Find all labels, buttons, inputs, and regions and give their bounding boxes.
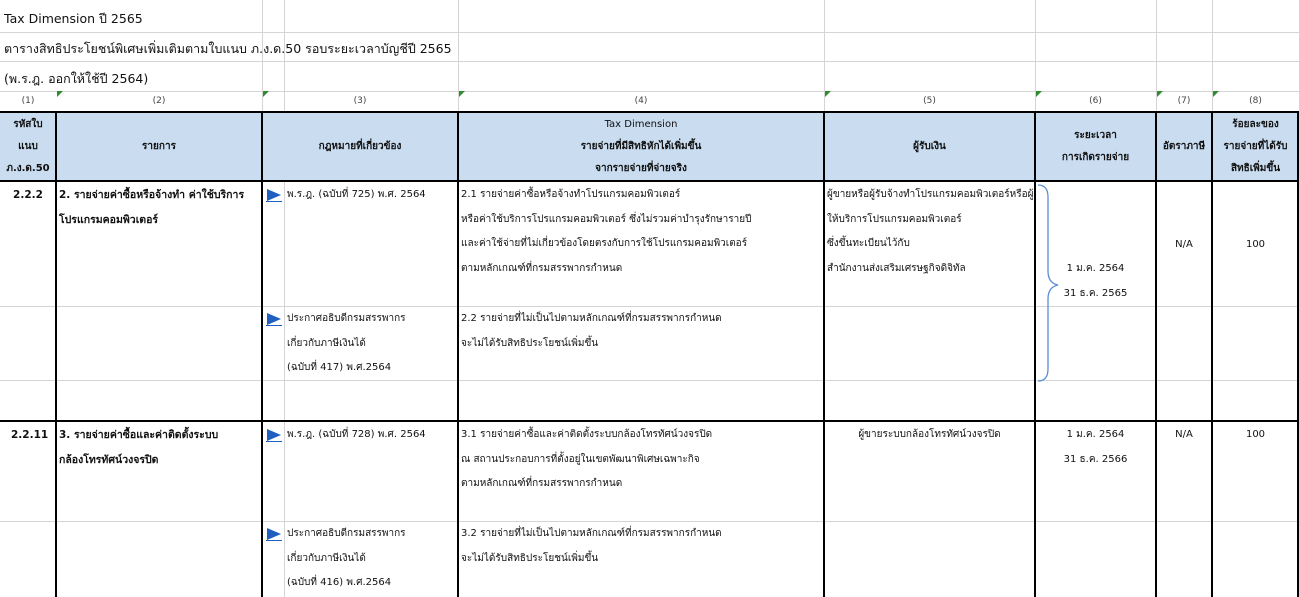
detail-cell[interactable] — [461, 307, 722, 356]
flag-underline — [266, 325, 282, 326]
column-number: (4) — [634, 96, 648, 106]
table-border — [1155, 111, 1157, 597]
item-text: กล้องโทรทัศน์วงจรปิด — [59, 453, 159, 466]
detail-text: 3.2 รายจ่ายที่ไม่เป็นไปตามหลักเกณฑ์ที่กรมสรรพากรกำหนด — [461, 528, 722, 539]
header-tax-dimension — [458, 112, 824, 181]
blue-flag-icon — [267, 528, 281, 540]
header-text: ระยะเวลา — [1074, 129, 1117, 141]
percent-cell[interactable]: 100 — [1245, 239, 1266, 250]
header-text: รายจ่ายที่มีสิทธิหักได้เพิ่มขึ้น — [580, 140, 702, 152]
sheet-note: (พ.ร.ฎ. ออกให้ใช้ปี 2564) — [4, 71, 149, 86]
law-text: เกี่ยวกับภาษีเงินได้ — [287, 337, 366, 349]
blue-flag-icon — [267, 313, 281, 325]
header-text: แนบ — [18, 140, 38, 152]
header-payee — [824, 112, 1035, 181]
detail-text: 3.1 รายจ่ายค่าซื้อและค่าติดตั้งระบบกล้องโทรทัศน์วงจรปิด — [461, 429, 713, 440]
header-text: จากรายจ่ายที่จ่ายจริง — [595, 162, 687, 174]
header-text: รายการ — [142, 140, 176, 152]
header-text: รหัสใบ — [13, 118, 43, 130]
gridline — [284, 181, 285, 597]
law-cell[interactable] — [287, 307, 406, 381]
header-text: รายจ่ายที่ได้รับ — [1223, 140, 1288, 152]
gridline — [0, 380, 1299, 381]
table-border — [823, 111, 825, 597]
law-text: ประกาศอธิบดีกรมสรรพากร — [287, 528, 406, 539]
header-item — [56, 112, 262, 181]
column-number: (8) — [1249, 96, 1262, 106]
column-number: (6) — [1089, 96, 1102, 106]
period-text: 31 ธ.ค. 2566 — [1063, 453, 1128, 465]
law-cell[interactable]: พ.ร.ฎ. (ฉบับที่ 725) พ.ศ. 2564 — [287, 189, 426, 200]
column-number: (7) — [1177, 96, 1191, 106]
detail-text: ตามหลักเกณฑ์ที่กรมสรรพากรกำหนด — [461, 478, 623, 489]
header-percent — [1212, 112, 1299, 181]
header-text: การเกิดรายจ่าย — [1061, 151, 1130, 163]
payee-text: ให้บริการโปรแกรมคอมพิวเตอร์ — [827, 213, 962, 225]
period-cell[interactable] — [1035, 257, 1156, 306]
law-text: (ฉบับที่ 417) พ.ศ.2564 — [287, 362, 392, 373]
payee-text: สำนักงานส่งเสริมเศรษฐกิจดิจิทัล — [827, 262, 966, 274]
form-code-cell[interactable]: 2.2.11 — [11, 429, 49, 441]
header-period — [1035, 112, 1156, 181]
period-text: 31 ธ.ค. 2565 — [1063, 287, 1128, 299]
sheet-subtitle: ตารางสิทธิประโยชน์พิเศษเพิ่มเติมตามใบแนบ ภ.ง.ด.50 รอบระยะเวลาบัญชีปี 2565 — [4, 41, 452, 56]
detail-text: จะไม่ได้รับสิทธิประโยชน์เพิ่มขึ้น — [461, 337, 599, 349]
law-text: (ฉบับที่ 416) พ.ศ.2564 — [287, 577, 392, 588]
sheet-title: Tax Dimension ปี 2565 — [4, 11, 143, 26]
header-text: ภ.ง.ด.50 — [6, 162, 50, 174]
tax-rate-cell[interactable]: N/A — [1175, 239, 1193, 250]
detail-text: ณ สถานประกอบการที่ตั้งอยู่ในเขตพัฒนาพิเศษเฉพาะกิจ — [461, 453, 700, 465]
flag-underline — [266, 201, 282, 202]
detail-text: ตามหลักเกณฑ์ที่กรมสรรพากรกำหนด — [461, 262, 623, 274]
item-text: 3. รายจ่ายค่าซื้อและค่าติดตั้งระบบ — [59, 429, 219, 441]
form-code-cell[interactable]: 2.2.2 — [13, 189, 43, 201]
column-number: (3) — [353, 96, 367, 106]
tax-rate-cell[interactable]: N/A — [1175, 429, 1193, 440]
header-text: Tax Dimension — [604, 118, 678, 130]
detail-text: 2.2 รายจ่ายที่ไม่เป็นไปตามหลักเกณฑ์ที่กรมสรรพากรกำหนด — [461, 313, 722, 324]
detail-cell[interactable] — [461, 183, 751, 281]
column-number: (5) — [923, 96, 936, 106]
payee-text: ซึ่งขึ้นทะเบียนไว้กับ — [827, 238, 910, 249]
header-text: อัตราภาษี — [1162, 140, 1206, 152]
detail-cell[interactable] — [461, 522, 722, 571]
percent-cell[interactable]: 100 — [1245, 429, 1266, 440]
table-border — [0, 420, 1299, 422]
gridline — [0, 32, 1299, 33]
table-border — [457, 111, 459, 597]
period-cell[interactable] — [1035, 423, 1156, 472]
header-form-code — [0, 112, 56, 181]
period-text: 1 ม.ค. 2564 — [1066, 429, 1125, 440]
table-border — [261, 111, 263, 597]
header-tax-rate — [1156, 112, 1212, 181]
item-cell[interactable] — [59, 423, 218, 472]
flag-underline — [266, 441, 282, 442]
item-cell[interactable] — [59, 183, 244, 232]
detail-text: หรือค่าใช้บริการโปรแกรมคอมพิวเตอร์ ซึ่งไม่รวมค่าบำรุงรักษารายปี — [461, 213, 752, 225]
header-text: ผู้รับเงิน — [913, 140, 946, 152]
blue-flag-icon — [267, 189, 281, 201]
table-border — [1211, 111, 1213, 597]
payee-cell[interactable]: ผู้ขายระบบกล้องโทรทัศน์วงจรปิด — [858, 429, 1001, 440]
header-text: สิทธิเพิ่มขึ้น — [1230, 162, 1281, 174]
detail-cell[interactable] — [461, 423, 712, 497]
header-text: ร้อยละของ — [1232, 118, 1279, 130]
item-text: โปรแกรมคอมพิวเตอร์ — [59, 213, 159, 226]
payee-text: ผู้ขายหรือผู้รับจ้างทำโปรแกรมคอมพิวเตอร์หรือผู้ — [827, 189, 1034, 200]
blue-flag-icon — [267, 429, 281, 441]
period-text: 1 ม.ค. 2564 — [1066, 263, 1125, 274]
law-cell[interactable] — [287, 522, 406, 596]
payee-cell[interactable] — [827, 183, 1033, 281]
law-text: เกี่ยวกับภาษีเงินได้ — [287, 552, 366, 564]
header-law — [262, 112, 458, 181]
detail-text: จะไม่ได้รับสิทธิประโยชน์เพิ่มขึ้น — [461, 552, 599, 564]
item-text: 2. รายจ่ายค่าซื้อหรือจ้างทำ ค่าใช้บริการ — [59, 189, 245, 201]
law-text: ประกาศอธิบดีกรมสรรพากร — [287, 313, 406, 324]
column-number: (1) — [21, 96, 35, 106]
law-cell[interactable]: พ.ร.ฎ. (ฉบับที่ 728) พ.ศ. 2564 — [287, 429, 426, 440]
detail-text: 2.1 รายจ่ายค่าซื้อหรือจ้างทำโปรแกรมคอมพิวเตอร์ — [461, 189, 681, 200]
column-number: (2) — [152, 96, 166, 106]
header-text: กฎหมายที่เกี่ยวข้อง — [318, 140, 402, 152]
gridline — [0, 61, 1299, 62]
detail-text: และค่าใช้จ่ายที่ไม่เกี่ยวข้องโดยตรงกับการใช้โปรแกรมคอมพิวเตอร์ — [461, 238, 748, 249]
flag-underline — [266, 540, 282, 541]
